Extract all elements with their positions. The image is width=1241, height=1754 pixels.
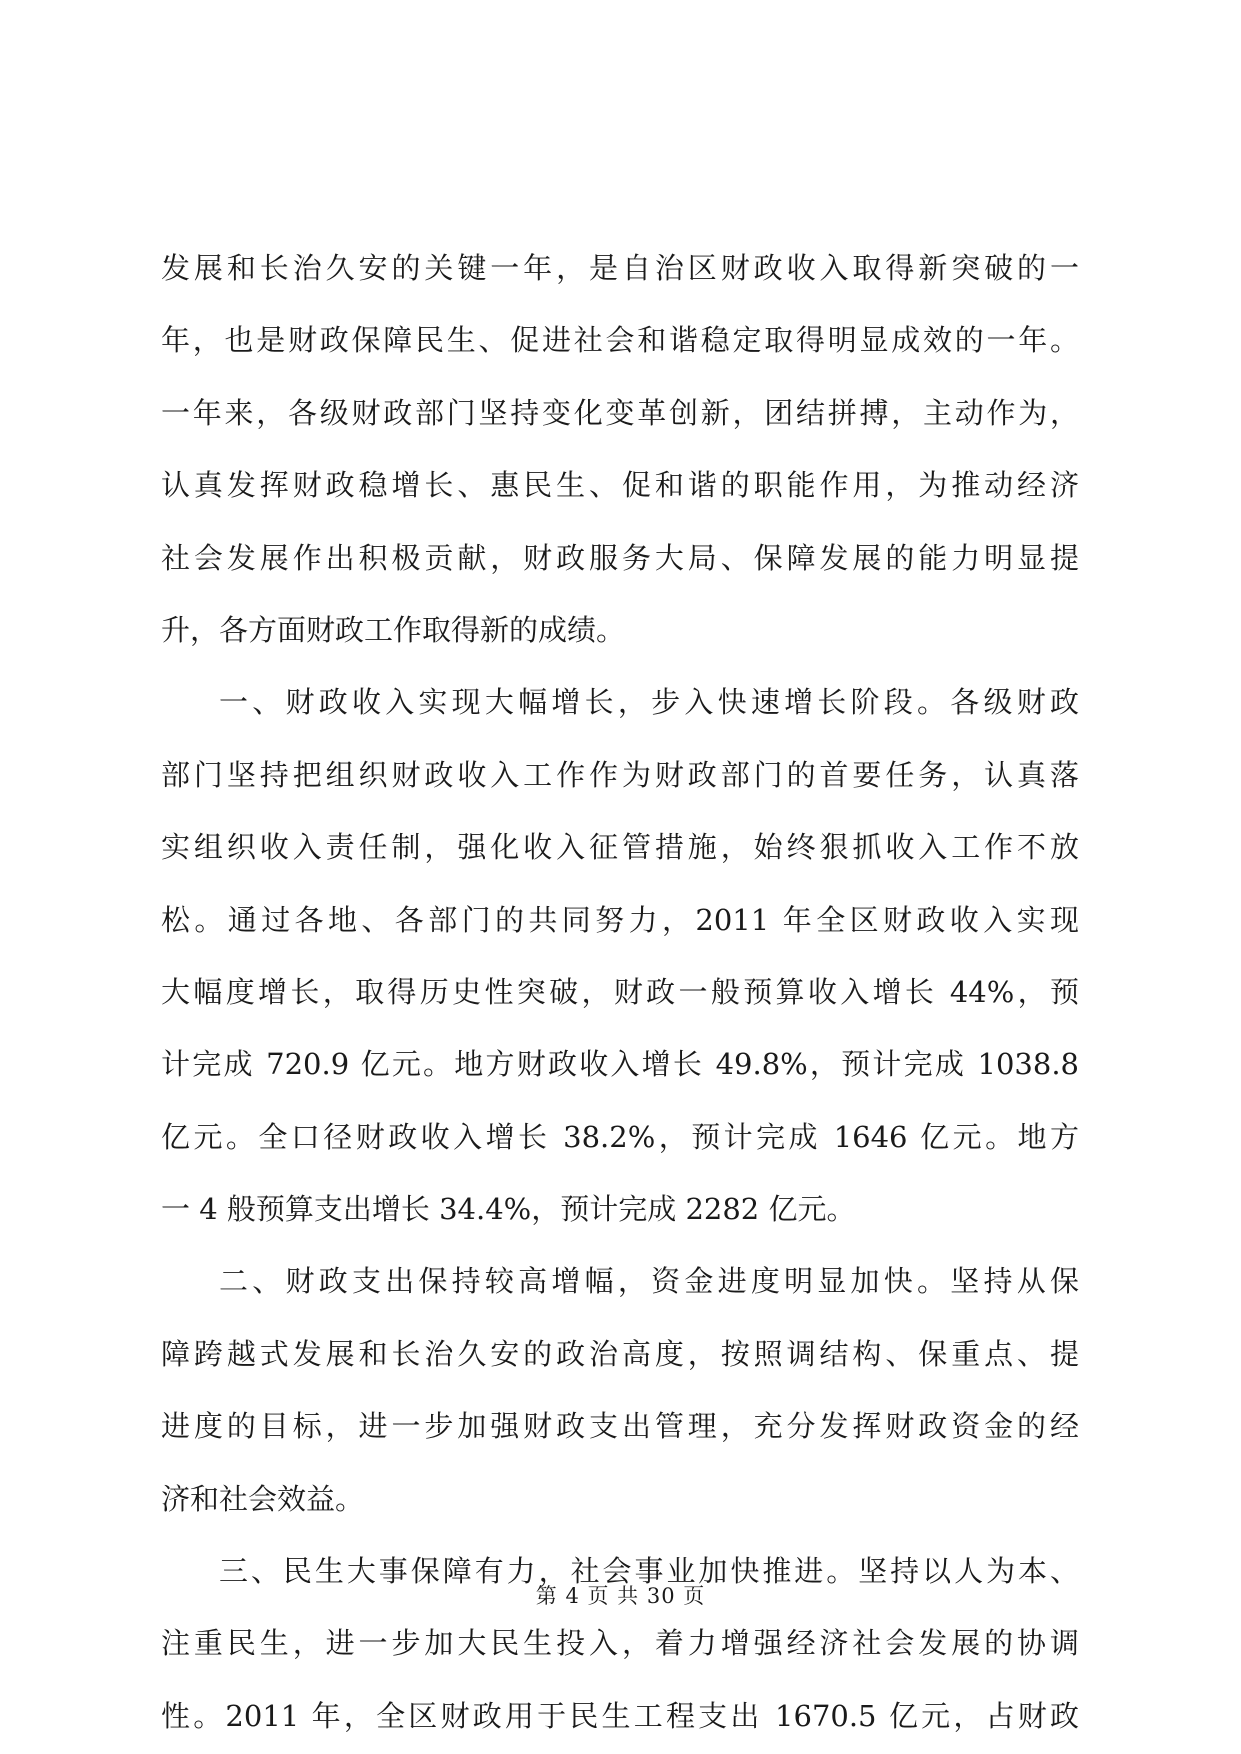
text-line: 一年来，各级财政部门坚持变化变革创新，团结拼搏，主动作为， [161, 395, 1079, 430]
text-line: 计完成 720.9 亿元。地方财政收入增长 49.8%，预计完成 1038.8 [161, 1047, 1079, 1082]
paragraph-first-line: 三、民生大事保障有力，社会事业加快推进。坚持以人为本、 [219, 1554, 1079, 1589]
paragraph-first-line: 一、财政收入实现大幅增长，步入快速增长阶段。各级财政 [219, 685, 1079, 720]
text-line: 一 4 般预算支出增长 34.4%，预计完成 2282 亿元。 [161, 1192, 856, 1227]
text-line: 年，也是财政保障民生、促进社会和谐稳定取得明显成效的一年。 [161, 323, 1079, 358]
text-line: 亿元。全口径财政收入增长 38.2%，预计完成 1646 亿元。地方 [161, 1119, 1079, 1154]
text-line: 社会发展作出积极贡献，财政服务大局、保障发展的能力明显提 [161, 540, 1079, 575]
text-line: 性。2011 年，全区财政用于民生工程支出 1670.5 亿元，占财政 [161, 1698, 1079, 1733]
text-line: 部门坚持把组织财政收入工作作为财政部门的首要任务，认真落 [161, 757, 1079, 792]
text-line: 大幅度增长，取得历史性突破，财政一般预算收入增长 44%，预 [161, 974, 1079, 1009]
text-line: 济和社会效益。 [161, 1481, 365, 1516]
text-line: 发展和长治久安的关键一年，是自治区财政收入取得新突破的一 [161, 251, 1079, 285]
text-line: 升，各方面财政工作取得新的成绩。 [161, 612, 626, 647]
text-line: 进度的目标，进一步加强财政支出管理，充分发挥财政资金的经 [161, 1409, 1079, 1444]
text-line: 认真发挥财政稳增长、惠民生、促和谐的职能作用，为推动经济 [161, 468, 1079, 503]
text-line: 障跨越式发展和长治久安的政治高度，按照调结构、保重点、提 [161, 1336, 1079, 1371]
text-line: 松。通过各地、各部门的共同努力，2011 年全区财政收入实现 [161, 902, 1079, 937]
document-body [161, 232, 1079, 1752]
paragraph-first-line: 二、财政支出保持较高增幅，资金进度明显加快。坚持从保 [219, 1264, 1079, 1299]
page-footer: 第 4 页 共 30 页 [535, 1584, 706, 1608]
text-line: 实组织收入责任制，强化收入征管措施，始终狠抓收入工作不放 [161, 830, 1079, 865]
text-line: 注重民生，进一步加大民生投入，着力增强经济社会发展的协调 [161, 1626, 1079, 1661]
